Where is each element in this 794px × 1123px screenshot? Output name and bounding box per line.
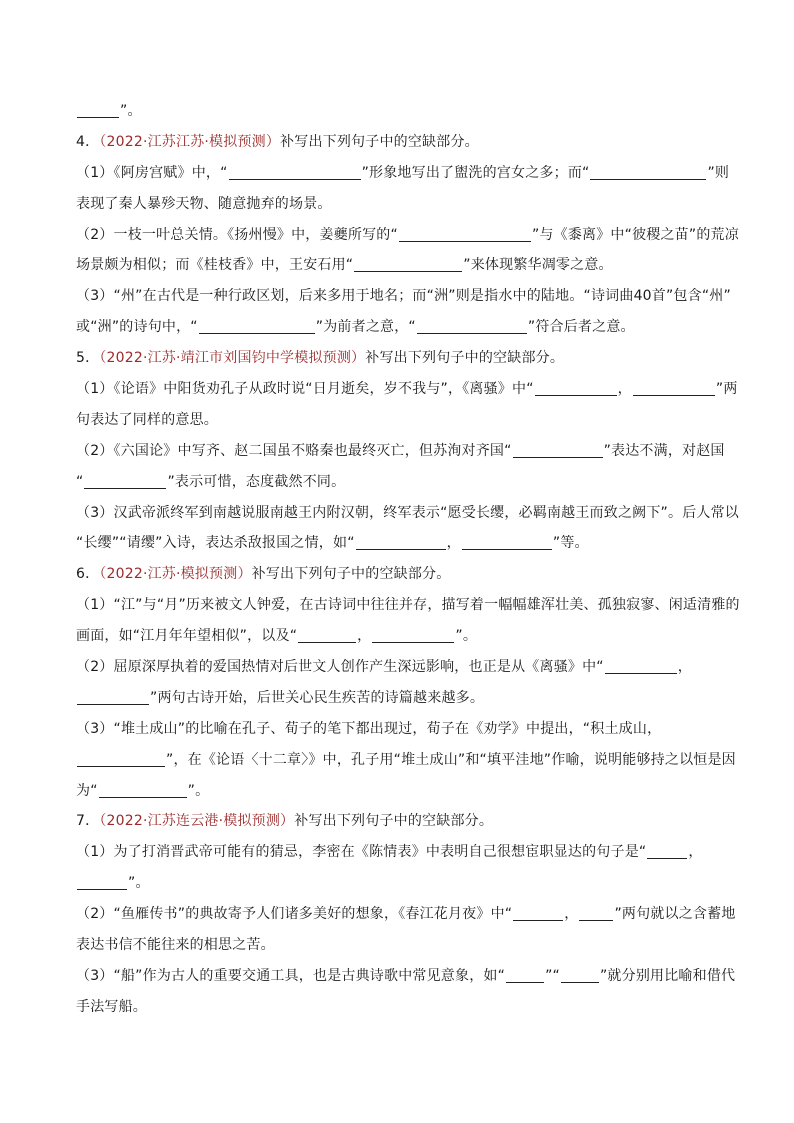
- answer-blank[interactable]: [77, 687, 149, 705]
- answer-blank[interactable]: [605, 656, 677, 674]
- question-5-item-2: （2）《六国论》中写齐、赵二国虽不赂秦也最终灭亡，但苏洵对齐国“ ”表达不满，对赵国: [76, 436, 724, 467]
- question-number: 4．: [76, 133, 100, 150]
- question-6-item-1-cont: 画面，如“江月年年望相似”，以及“ ， ”。: [76, 621, 724, 652]
- answer-blank[interactable]: [417, 316, 527, 334]
- document-page: [76, 96, 740, 1023]
- question-4-item-3-cont: 或“洲”的诗句中，“ ”为前者之意，“ ”符合后者之意。: [76, 312, 724, 343]
- answer-blank[interactable]: [99, 780, 187, 798]
- question-7-item-1-cont: ”。: [76, 868, 724, 899]
- answer-blank[interactable]: [298, 625, 356, 643]
- question-number: 5．: [76, 350, 100, 367]
- question-6-item-2: （2）屈原深厚执着的爱国热情对后世文人创作产生深远影响，也正是从《离骚》中“ ，: [76, 652, 724, 683]
- question-5-header: [76, 343, 724, 374]
- answer-blank[interactable]: [77, 749, 165, 767]
- question-5-item-1-cont: 句表达了同样的意思。: [76, 411, 218, 428]
- answer-blank[interactable]: [399, 224, 531, 242]
- question-6-item-3-cont2: 为“ ”。: [76, 776, 724, 807]
- answer-blank[interactable]: [84, 471, 166, 489]
- answer-blank[interactable]: [77, 100, 119, 118]
- question-4-item-2: （2）一枝一叶总关情。《扬州慢》中，姜夔所写的“ ”与《黍离》中“彼稷之苗”的荒凉: [76, 220, 724, 251]
- question-source-link[interactable]: （2022·江苏江苏·模拟预测）: [99, 133, 281, 150]
- question-7-item-3-cont: 手法写船。: [76, 998, 147, 1015]
- question-6-item-3: （3）“堆土成山”的比喻在孔子、荀子的笔下都出现过，荀子在《劝学》中提出，“积土成山，: [76, 720, 662, 737]
- answer-blank[interactable]: [561, 965, 599, 983]
- question-number: 7．: [76, 813, 100, 830]
- question-7-item-1: （1）为了打消晋武帝可能有的猜忌，李密在《陈情表》中表明自己很想宦职显达的句子是“ ，: [76, 837, 724, 868]
- question-7-header: [76, 806, 724, 837]
- question-7-item-2: （2）“鱼雁传书”的典故寄予人们诸多美好的想象，《春江花月夜》中“ ， ”两句就以之含蓄地: [76, 899, 724, 930]
- question-5-item-3: （3）汉武帝派终军到南越说服南越王内附汉朝，终军表示“愿受长缨，必羁南越王而致之阙下”。后人常以: [76, 504, 740, 521]
- question-source-link[interactable]: （2022·江苏·模拟预测）: [99, 566, 252, 583]
- question-stem: 补写出下列句子中的空缺部分。: [294, 813, 494, 830]
- answer-blank[interactable]: [579, 903, 613, 921]
- question-stem: 补写出下列句子中的空缺部分。: [251, 566, 451, 583]
- answer-blank[interactable]: [462, 532, 552, 550]
- question-4-item-1: （1）《阿房宫赋》中，“ ”形象地写出了盥洗的宫女之多；而“ ”则: [76, 158, 724, 189]
- question-7-item-2-cont: 表达书信不能往来的相思之苦。: [76, 937, 275, 954]
- answer-blank[interactable]: [199, 316, 315, 334]
- question-7-item-3: （3）“船”作为古人的重要交通工具，也是古典诗歌中常见意象，如“ ”“ ”就分别用比喻和借代: [76, 961, 724, 992]
- answer-blank[interactable]: [535, 378, 617, 396]
- answer-blank[interactable]: [506, 965, 544, 983]
- question-source-link[interactable]: （2022·江苏连云港·模拟预测）: [99, 813, 295, 830]
- question-4-item-3: （3）“州”在古代是一种行政区划，后来多用于地名；而“洲”则是指水中的陆地。“诗词曲40首”包含“州”: [76, 288, 731, 305]
- prev-question-tail: ”。: [76, 96, 724, 127]
- question-stem: 补写出下列句子中的空缺部分。: [365, 350, 565, 367]
- answer-blank[interactable]: [647, 841, 687, 859]
- question-5-item-1: （1）《论语》中阳货劝孔子从政时说“日月逝矣，岁不我与”，《离骚》中“ ， ”两: [76, 374, 724, 405]
- answer-blank[interactable]: [229, 162, 361, 180]
- answer-blank[interactable]: [354, 254, 462, 272]
- question-6-item-2-cont: ”两句古诗开始，后世关心民生疾苦的诗篇越来越多。: [76, 683, 724, 714]
- question-6-header: [76, 559, 724, 590]
- answer-blank[interactable]: [513, 440, 603, 458]
- question-6-item-1: （1）“江”与“月”历来被文人钟爱，在古诗词中往往并存，描写着一幅幅雄浑壮美、孤独寂寥、闲适清雅的: [76, 597, 740, 614]
- question-stem: 补写出下列句子中的空缺部分。: [280, 133, 479, 150]
- answer-blank[interactable]: [513, 903, 563, 921]
- question-4-item-1-cont: 表现了秦人暴殄天物、随意抛弃的场景。: [76, 195, 332, 212]
- question-4-item-2-cont: 场景颇为相似；而《桂枝香》中，王安石用“ ”来体现繁华凋零之意。: [76, 250, 724, 281]
- answer-blank[interactable]: [77, 872, 127, 890]
- question-5-item-3-cont: “长缨”“请缨”入诗，表达杀敌报国之情，如“ ， ”等。: [76, 528, 724, 559]
- question-6-item-3-cont: ”，在《论语〈十二章〉》中，孔子用“堆土成山”和“填平洼地”作喻，说明能够持之以恒是因: [76, 745, 724, 776]
- answer-blank[interactable]: [633, 378, 715, 396]
- question-5-item-2-cont: “ ”表示可惜，态度截然不同。: [76, 467, 724, 498]
- question-4-header: [76, 127, 724, 158]
- question-number: 6．: [76, 566, 100, 583]
- question-source-link[interactable]: （2022·江苏·靖江市刘国钧中学模拟预测）: [99, 350, 366, 367]
- answer-blank[interactable]: [372, 625, 454, 643]
- answer-blank[interactable]: [590, 162, 706, 180]
- answer-blank[interactable]: [356, 532, 446, 550]
